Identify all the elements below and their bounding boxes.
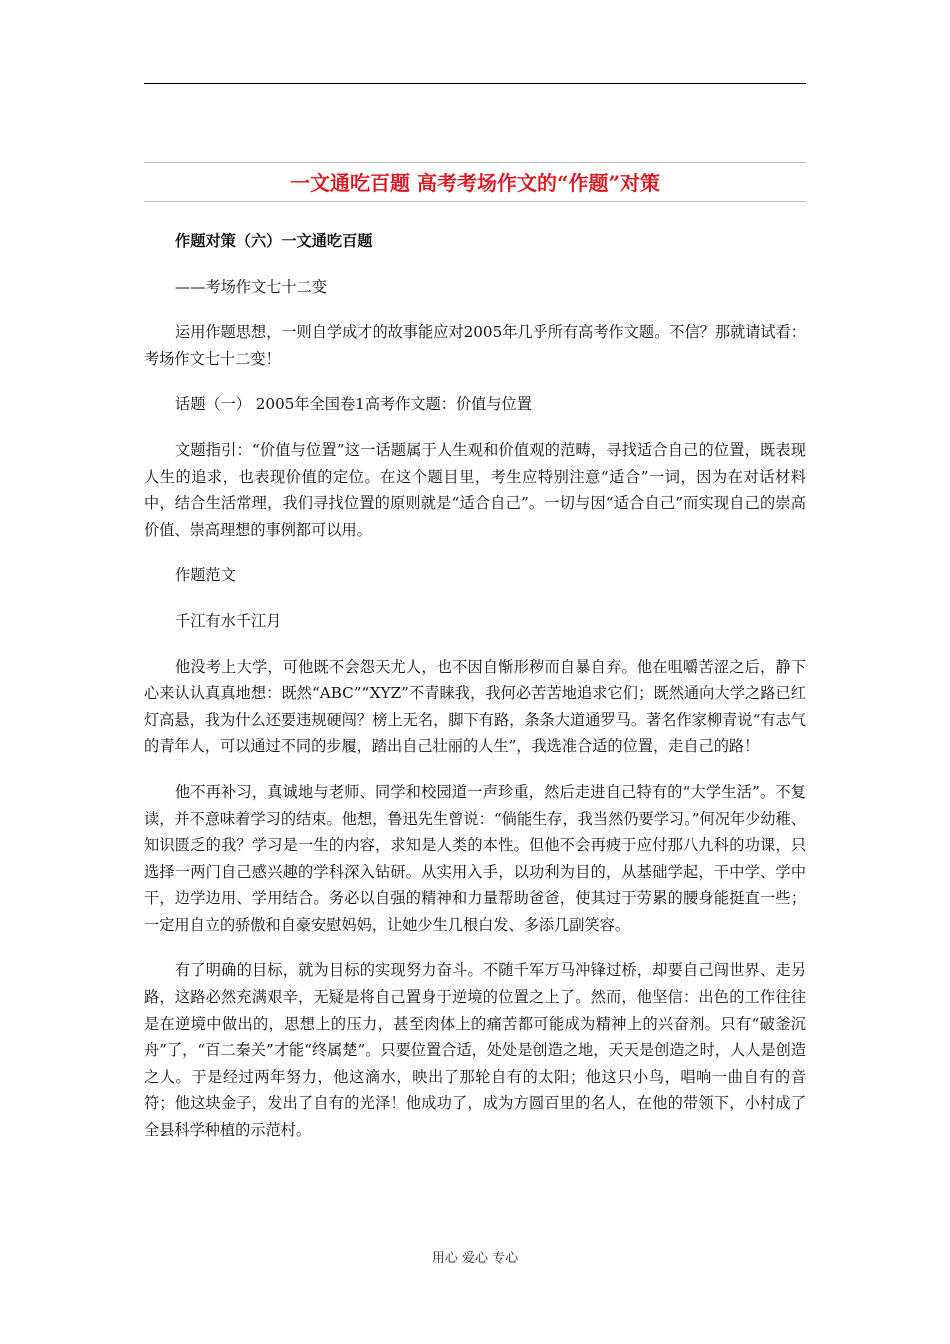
essay-paragraph: 他不再补习，真诚地与老师、同学和校园道一声珍重，然后走进自己特有的“大学生活”。不复读，并不意味着学习的结束。他想，鲁迅先生曾说：“倘能生存，我当然仍要学习。”何况年少幼稚、知识匮乏的我？学习是一生的内容，求知是人类的本性。但他不会再疲于应付那八九科的功课，只选择一两门自己感兴趣的学科深入钻研。从实用入手，以功利为目的，从基础学起，干中学、学中干，边学边用、学用结合。务必以自强的精神和力量帮助爸爸，使其过于劳累的腰身能挺直一些；一定用自立的骄傲和自豪安慰妈妈，让她少生几根白发、多添几副笑容。	[144, 782, 806, 934]
essay-paragraph: 有了明确的目标，就为目标的实现努力奋斗。不随千军万马冲锋过桥，却要自己闯世界、走另路，这路必然充满艰辛，无疑是将自己置身于逆境的位置之上了。然而，他坚信：出色的工作往往是在逆境中做出的，思想上的压力，甚至肉体上的痛苦都可能成为精神上的兴奋剂。只有“破釜沉舟”了，“百二秦关”才能“终属楚”。只要位置合适，处处是创造之地，天天是创造之时，人人是创造之人。于是经过两年努力，他这滴水，映出了那轮自有的太阳；他这只小鸟，唱响一曲自有的音符；他这块金子，发出了自有的光泽！他成功了，成为方圆百里的名人，在他的带领下，小村成了全县科学种植的示范村。	[144, 961, 806, 1140]
title-rule-top	[144, 162, 806, 163]
page-title: 一文通吃百题 高考考场作文的“作题”对策	[290, 171, 660, 195]
topic-heading: 话题（一） 2005年全国卷1高考作文题：价值与位置	[175, 395, 532, 414]
page-footer: 用心 爱心 专心	[431, 1251, 519, 1266]
guidance-paragraph: 文题指引：“价值与位置”这一话题属于人生观和价值观的范畴，寻找适合自己的位置，既表现人生的追求，也表现价值的定位。在这个题目里，考生应特别注意“适合”一词，因为在对话材料中，结合生活常理，我们寻找位置的原则就是“适合自己”。一切与因“适合自己”而实现自己的崇高价值、崇高理想的事例都可以用。	[144, 440, 806, 539]
title-rule-bottom	[144, 201, 806, 202]
header-rule	[144, 83, 806, 84]
essay-title: 千江有水千江月	[175, 611, 282, 630]
section-subheading: ——考场作文七十二变	[175, 277, 327, 296]
essay-paragraph: 他没考上大学，可他既不会怨天尤人，也不因自惭形秽而自暴自弃。他在咀嚼苦涩之后，静下心来认认真真地想：既然“ABC”“XYZ”不青睐我，我何必苦苦地追求它们；既然通向大学之路已红灯高悬，我为什么还要违规硬闯？榜上无名，脚下有路，条条大道通罗马。著名作家柳青说“有志气的青年人，可以通过不同的步履，踏出自己壮丽的人生”，我选准合适的位置，走自己的路！	[144, 657, 806, 756]
sample-label: 作题范文	[175, 566, 236, 585]
section-heading: 作题对策（六）一文通吃百题	[175, 232, 373, 250]
intro-paragraph: 运用作题思想，一则自学成才的故事能应对2005年几乎所有高考作文题。不信？那就请试看：考场作文七十二变！	[144, 323, 806, 368]
document-body	[144, 228, 806, 1163]
